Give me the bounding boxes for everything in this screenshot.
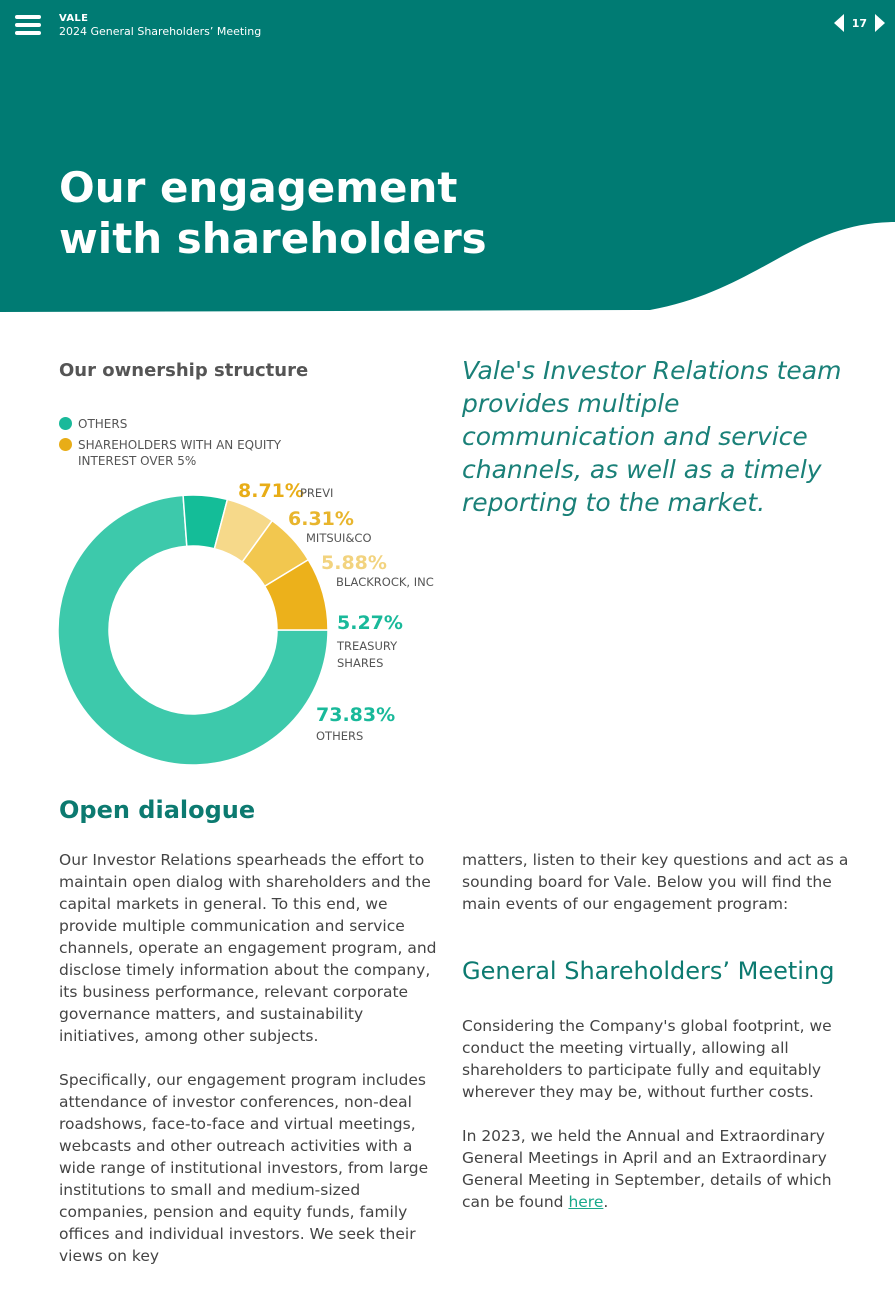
legend-item [59,437,298,469]
next-page-icon[interactable] [875,14,885,32]
menu-icon[interactable] [15,15,41,35]
chart-legend [59,416,298,474]
page-number: 17 [851,16,867,30]
paragraph: Our Investor Relations spearheads the effort to maintain open dialog with shareholders and the capital markets in general. To this end, we provide multiple communication and service channels, operate an engagement program, and disclose timely information about the company, its business performance, relevant corporate governance matters, and sustainability initiatives, among other subjects. [59,851,437,1045]
ownership-section-title: Our ownership structure [59,360,309,381]
legend-swatch [59,417,72,430]
left-column [59,849,444,1289]
slice-category-label: OTHERS [316,729,364,743]
legend-swatch [59,438,72,451]
paragraph: Specifically, our engagement program includes attendance of investor conferences, non-deal roadshows, face-to-face and virtual meetings, webcasts and other outreach activities with a wide range of institutional investors, from large institutions to small and medium-sized companies, pension and equity funds, family offices and individual investors. We seek their views on key [59,1071,429,1265]
previous-page-icon[interactable] [834,14,844,32]
slice-percent-label: 8.71% [238,480,304,502]
paragraph-text: In 2023, we held the Annual and Extraordinary General Meetings in April and an Extraordinary General Meeting in September, details of which can be found [462,1127,832,1211]
slice-percent-label: 5.88% [321,552,387,574]
page-title-line: with shareholders [59,214,487,263]
document-subtitle: 2024 General Shareholders’ Meeting [59,25,262,38]
paragraph-end: . [603,1193,609,1211]
here-link[interactable]: here [568,1193,604,1211]
brand-name: VALE [59,13,89,24]
brand [59,13,261,38]
slice-category-label: BLACKROCK, INC [336,575,434,589]
page-title [59,162,619,264]
slice-percent-label: 6.31% [288,508,354,530]
gsm-heading: General Shareholders’ Meeting [462,957,835,985]
paragraph: matters, listen to their key questions and act as a sounding board for Vale. Below you will find the main events of our engagement program: [462,851,849,913]
pager [834,14,885,32]
page-title-line: Our engagement [59,163,458,212]
slice-percent-label: 73.83% [316,704,396,726]
right-column [462,849,852,1235]
header-banner [0,0,895,320]
slice-percent-label: 5.27% [337,612,403,634]
legend-item [59,416,298,432]
paragraph [462,1125,852,1213]
paragraph: Considering the Company's global footprint, we conduct the meeting virtually, allowing all shareholders to participate fully and equitably wherever they may be, without further costs. [462,1017,832,1101]
ownership-donut-chart [0,470,460,790]
slice-category-label: TREASURY [337,639,398,653]
slice-category-label: SHARES [337,656,384,670]
legend-label: SHAREHOLDERS WITH AN EQUITY INTEREST OVER 5% [78,438,282,468]
open-dialogue-heading: Open dialogue [59,796,256,824]
legend-label: OTHERS [78,417,128,431]
pull-quote: Vale's Investor Relations team provides multiple communication and service channels, as well as a timely reporting to the market. [462,356,842,517]
slice-category-label: MITSUI&CO [306,531,372,545]
slice-category-label: PREVI [300,486,334,500]
